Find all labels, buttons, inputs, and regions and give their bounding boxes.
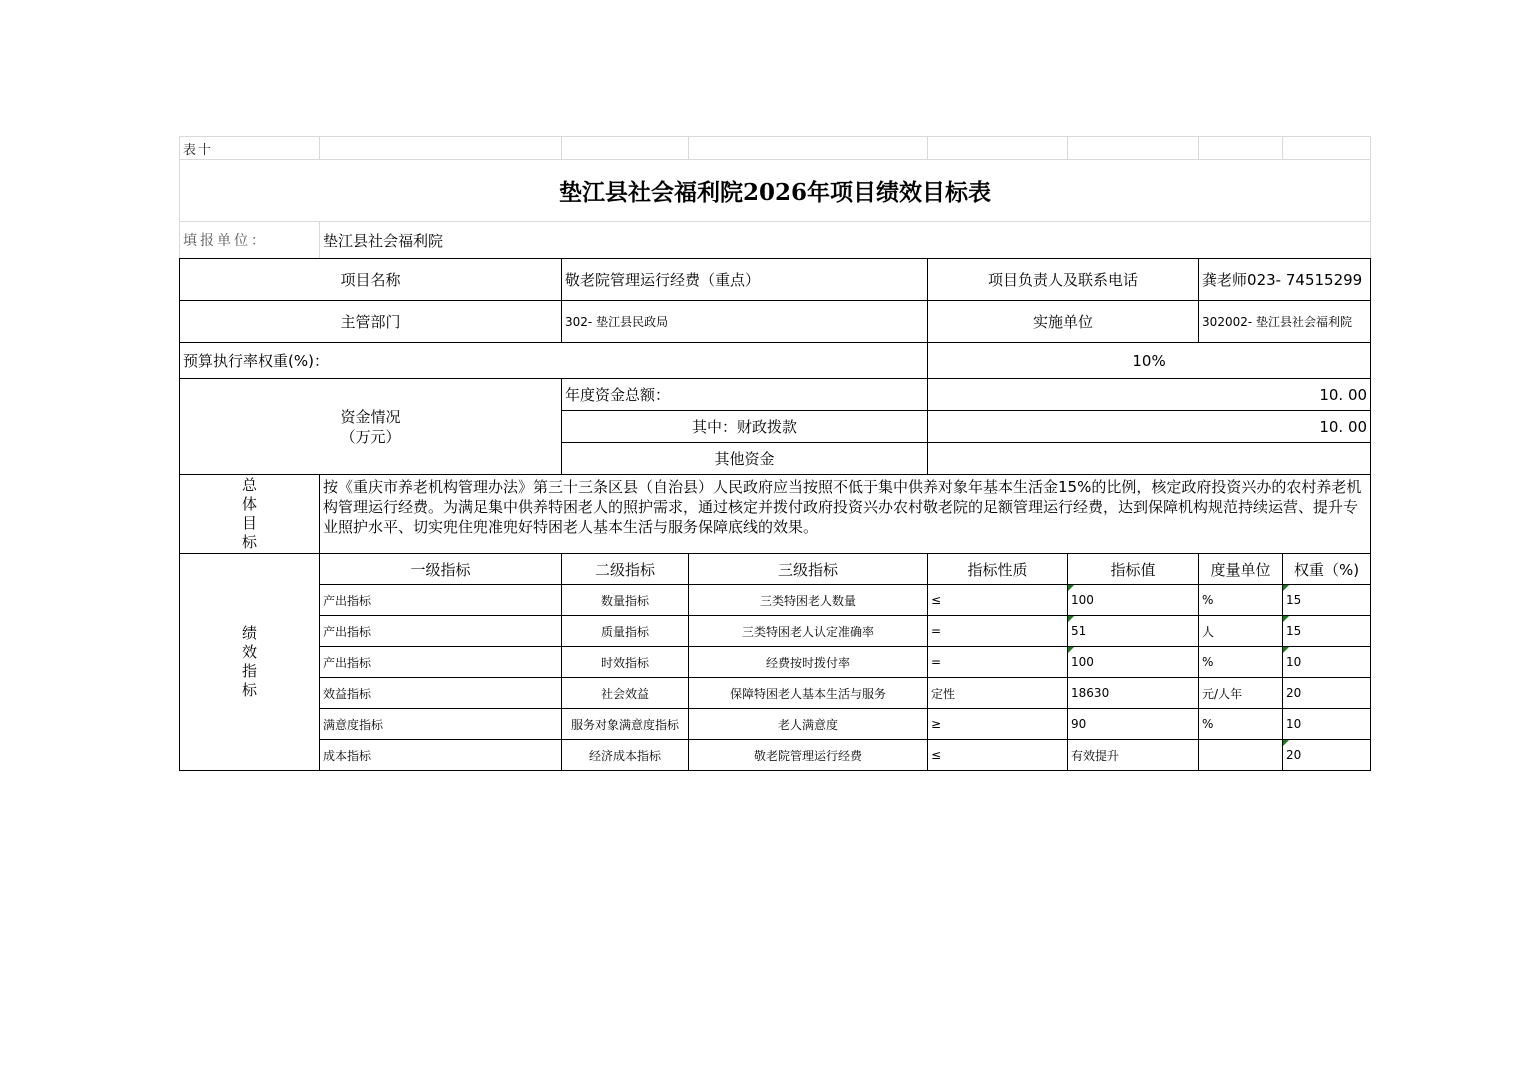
table-row	[180, 709, 1371, 740]
table-row	[180, 585, 1371, 616]
cell-value: 90	[1068, 709, 1199, 740]
cell-level3: 经费按时拨付率	[689, 647, 928, 678]
cell-level3: 三类特困老人数量	[689, 585, 928, 616]
funds-fiscal-value: 10. 00	[928, 411, 1371, 443]
cell-value: 51	[1068, 616, 1199, 647]
cell-value: 100	[1068, 647, 1199, 678]
cell-value: 18630	[1068, 678, 1199, 709]
cell-level2: 质量指标	[562, 616, 689, 647]
cell-unit	[1199, 740, 1283, 771]
cell-value: 有效提升	[1068, 740, 1199, 771]
cell-level1: 产出指标	[320, 616, 562, 647]
cell-level2: 经济成本指标	[562, 740, 689, 771]
cell-nature: =	[928, 647, 1068, 678]
budget-rate-label: 预算执行率权重(%)：	[180, 343, 928, 379]
cell-level1: 成本指标	[320, 740, 562, 771]
cell-level1: 效益指标	[320, 678, 562, 709]
cell-weight: 10	[1283, 709, 1371, 740]
cell-unit: 元/人年	[1199, 678, 1283, 709]
cell-nature: ≤	[928, 740, 1068, 771]
header-level3: 三级指标	[689, 554, 928, 585]
cell-nature: ≤	[928, 585, 1068, 616]
funds-fiscal-label: 其中：财政拨款	[562, 411, 928, 443]
department-value: 302- 垫江县民政局	[562, 301, 928, 343]
overall-goal-text: 按《重庆市养老机构管理办法》第三十三条区县（自治县）人民政府应当按照不低于集中供养对象年基本生活金15%的比例，核定政府投资兴办的农村养老机构管理运行经费。为满足集中供养特困老人的照护需求，通过核定并拨付政府投资兴办农村敬老院的足额管理运行经费，达到保障机构规范持续运营、提升专业照护水平、切实兜住兜准兜好特困老人基本生活与服务保障底线的效果。	[320, 475, 1371, 554]
cell-level3: 三类特困老人认定准确率	[689, 616, 928, 647]
implementing-unit-value: 302002- 垫江县社会福利院	[1199, 301, 1371, 343]
cell-level3: 老人满意度	[689, 709, 928, 740]
cell-level2: 社会效益	[562, 678, 689, 709]
budget-rate-value: 10%	[928, 343, 1371, 379]
funds-label-line2: （万元）	[340, 427, 401, 446]
cell-level1: 满意度指标	[320, 709, 562, 740]
reporting-unit-value: 垫江县社会福利院	[320, 222, 1371, 259]
sheet-header	[179, 136, 1371, 259]
department-label: 主管部门	[180, 301, 562, 343]
header-nature: 指标性质	[928, 554, 1068, 585]
cell-level2: 数量指标	[562, 585, 689, 616]
funds-other-value	[928, 443, 1371, 475]
table-row	[180, 740, 1371, 771]
funds-label-line1: 资金情况	[340, 407, 401, 426]
table-row	[180, 616, 1371, 647]
performance-target-sheet	[179, 136, 1370, 771]
cell-level1: 产出指标	[320, 585, 562, 616]
reporting-unit-label: 填报单位：	[180, 222, 320, 259]
cell-unit: 人	[1199, 616, 1283, 647]
table-tag: 表十	[180, 137, 320, 160]
header-level1: 一级指标	[320, 554, 562, 585]
indicators-label: 绩 效 指 标	[180, 554, 320, 771]
overall-goal-label: 总 体 目 标	[180, 475, 320, 554]
header-weight: 权重（%)	[1283, 554, 1371, 585]
cell-level3: 保障特困老人基本生活与服务	[689, 678, 928, 709]
funds-other-label: 其他资金	[562, 443, 928, 475]
cell-unit: %	[1199, 585, 1283, 616]
cell-weight: 20	[1283, 740, 1371, 771]
project-name-value: 敬老院管理运行经费（重点）	[562, 259, 928, 301]
table-row	[180, 647, 1371, 678]
cell-nature: ≥	[928, 709, 1068, 740]
cell-weight: 20	[1283, 678, 1371, 709]
funds-total-label: 年度资金总额：	[562, 379, 928, 411]
project-name-label: 项目名称	[180, 259, 562, 301]
project-contact-value: 龚老师023- 74515299	[1199, 259, 1371, 301]
cell-level2: 服务对象满意度指标	[562, 709, 689, 740]
funds-total-value: 10. 00	[928, 379, 1371, 411]
page-title: 垫江县社会福利院2026年项目绩效目标表	[180, 160, 1371, 222]
cell-nature: =	[928, 616, 1068, 647]
cell-weight: 15	[1283, 616, 1371, 647]
cell-level3: 敬老院管理运行经费	[689, 740, 928, 771]
implementing-unit-label: 实施单位	[928, 301, 1199, 343]
header-level2: 二级指标	[562, 554, 689, 585]
cell-value: 100	[1068, 585, 1199, 616]
cell-unit: %	[1199, 709, 1283, 740]
cell-weight: 10	[1283, 647, 1371, 678]
header-value: 指标值	[1068, 554, 1199, 585]
cell-weight: 15	[1283, 585, 1371, 616]
cell-unit: %	[1199, 647, 1283, 678]
funds-label	[180, 379, 562, 475]
project-contact-label: 项目负责人及联系电话	[928, 259, 1199, 301]
cell-nature: 定性	[928, 678, 1068, 709]
performance-table	[179, 258, 1371, 771]
header-unit: 度量单位	[1199, 554, 1283, 585]
cell-level2: 时效指标	[562, 647, 689, 678]
cell-level1: 产出指标	[320, 647, 562, 678]
table-row	[180, 678, 1371, 709]
